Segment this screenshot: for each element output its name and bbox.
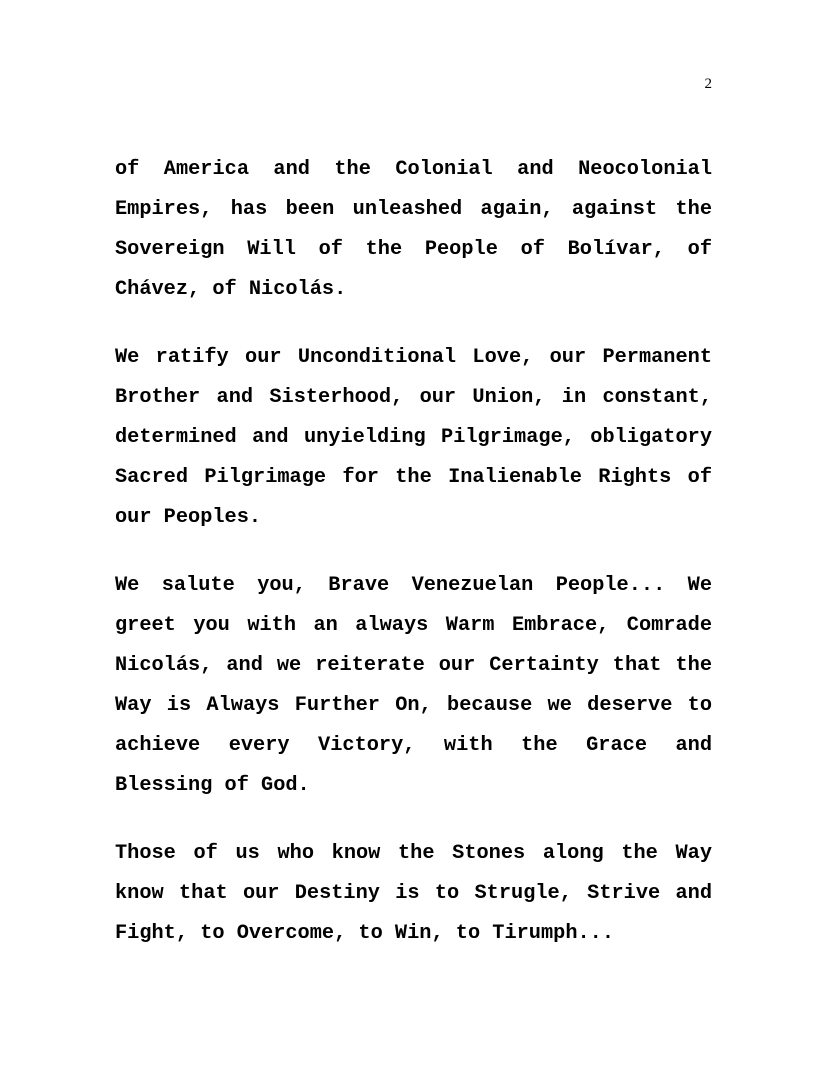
page-number: 2 xyxy=(704,76,712,92)
paragraph-4: Those of us who know the Stones along the Way know that our Destiny is to Strugle, Strive and Fight, to Overcome, to Win, to Tirumph... xyxy=(115,842,712,945)
paragraph-1: of America and the Colonial and Neocolonial Empires, has been unleashed again, against the Sovereign Will of the People of Bolívar, of Chávez, of Nicolás. xyxy=(115,158,712,301)
paragraph-3: We salute you, Brave Venezuelan People... We greet you with an always Warm Embrace, Comrade Nicolás, and we reiterate our Certainty that the Way is Always Further On, because we deserve to achieve every Victory, with the Grace and Blessing of God. xyxy=(115,574,712,797)
document-body xyxy=(115,150,712,982)
paragraph-2: We ratify our Unconditional Love, our Permanent Brother and Sisterhood, our Union, in constant, determined and unyielding Pilgrimage, obligatory Sacred Pilgrimage for the Inalienable Rights of our Peoples. xyxy=(115,346,712,529)
